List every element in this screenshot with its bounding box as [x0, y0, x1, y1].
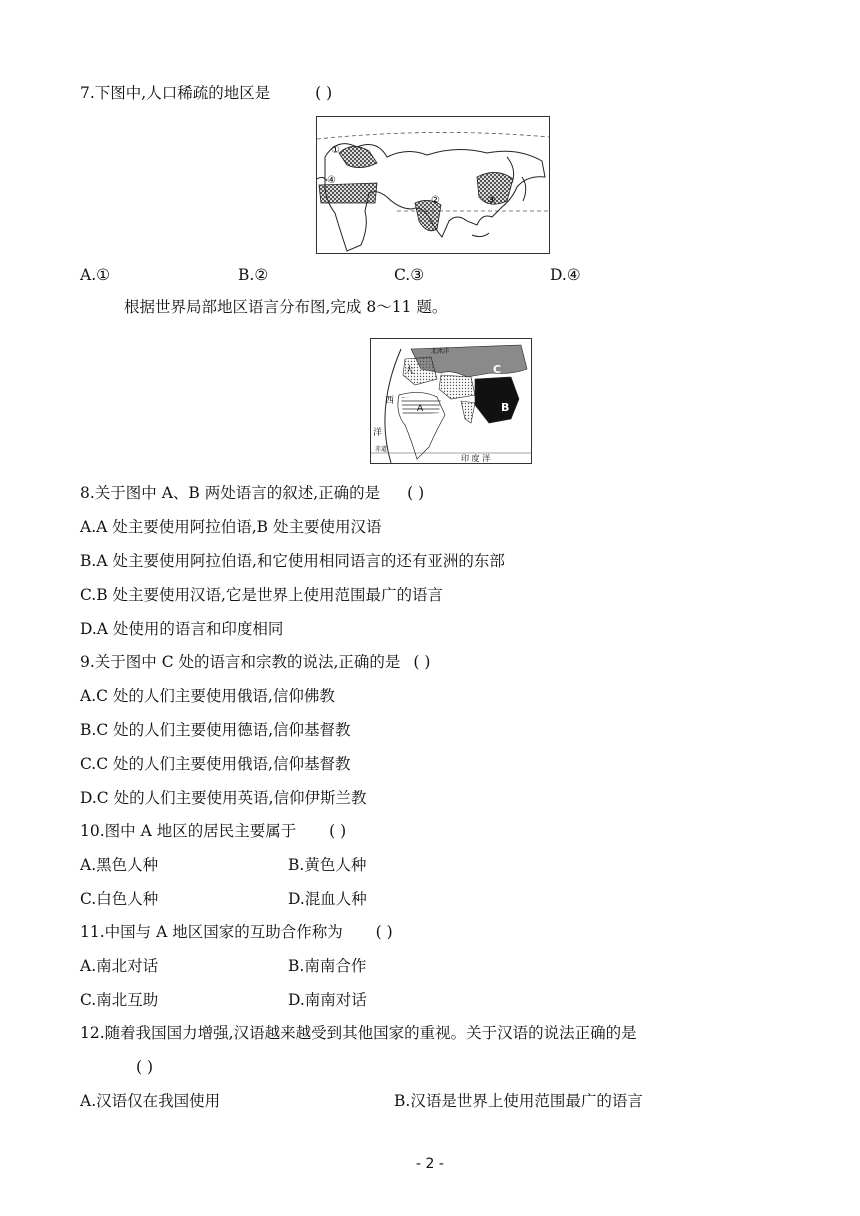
q11-option-d: D.南南对话: [288, 991, 367, 1009]
q8-option-c: C.B 处主要使用汉语,它是世界上使用范围最广的语言: [80, 586, 443, 604]
q7-stem: [80, 82, 332, 104]
label-region-a: A: [417, 404, 424, 414]
q11-stem-text: 11.中国与 A 地区国家的互助合作称为: [80, 923, 343, 941]
q9-stem: [80, 651, 430, 673]
q12-stem: 12.随着我国国力增强,汉语越来越受到其他国家的重视。关于汉语的说法正确的是: [80, 1024, 637, 1042]
q11-option-c: C.南北互助: [80, 991, 159, 1009]
label-region-c: C: [493, 363, 502, 376]
q10-option-a: A.黑色人种: [80, 856, 159, 874]
q8-stem: [80, 482, 424, 504]
q9-option-d: D.C 处的人们主要使用英语,信仰伊斯兰教: [80, 789, 367, 807]
q11-stem: [80, 921, 393, 943]
q9-option-b: B.C 处的人们主要使用德语,信仰基督教: [80, 721, 351, 739]
population-map: [316, 116, 550, 254]
page-number: - 2 -: [416, 1156, 444, 1172]
q10-option-c: C.白色人种: [80, 890, 159, 908]
label-indian-ocean: 印 度 洋: [461, 454, 491, 463]
intro-text: 根据世界局部地区语言分布图,完成 8～11 题。: [124, 298, 448, 316]
q9-option-a: A.C 处的人们主要使用俄语,信仰佛教: [80, 687, 335, 705]
q8-option-d: D.A 处使用的语言和印度相同: [80, 620, 284, 638]
q9-answer-paren: ( ): [413, 653, 431, 671]
q8-answer-paren: ( ): [407, 484, 425, 502]
language-map: [370, 338, 532, 464]
q12-option-a: A.汉语仅在我国使用: [80, 1092, 221, 1110]
q8-option-b: B.A 处主要使用阿拉伯语,和它使用相同语言的还有亚洲的东部: [80, 552, 505, 570]
q9-stem-text: 9.关于图中 C 处的语言和宗教的说法,正确的是: [80, 653, 401, 671]
q7-answer-paren: ( ): [315, 84, 333, 102]
q7-option-b: B.②: [238, 266, 269, 284]
marker-2: ②: [431, 195, 440, 206]
q10-stem: [80, 820, 346, 842]
label-equator: 赤道: [375, 446, 388, 453]
q7-option-a: A.①: [80, 266, 111, 284]
q7-option-c: C.③: [394, 266, 425, 284]
q11-answer-paren: ( ): [375, 923, 393, 941]
marker-4: ④: [327, 175, 336, 186]
language-map-graphic: [371, 339, 531, 463]
q10-answer-paren: ( ): [329, 822, 347, 840]
label-atlantic-1: 大: [405, 366, 415, 376]
marker-3: ③: [487, 195, 496, 206]
q8-stem-text: 8.关于图中 A、B 两处语言的叙述,正确的是: [80, 484, 381, 502]
q10-option-b: B.黄色人种: [288, 856, 367, 874]
q10-stem-text: 10.图中 A 地区的居民主要属于: [80, 822, 297, 840]
q7-option-d: D.④: [550, 266, 581, 284]
q9-option-c: C.C 处的人们主要使用俄语,信仰基督教: [80, 755, 351, 773]
q10-option-d: D.混血人种: [288, 890, 367, 908]
q11-option-b: B.南南合作: [288, 957, 367, 975]
population-map-graphic: [317, 117, 549, 253]
label-atlantic-2: 西: [385, 396, 395, 406]
marker-1: ①: [331, 145, 340, 156]
label-region-b: B: [501, 401, 510, 414]
q11-option-a: A.南北对话: [80, 957, 159, 975]
label-atlantic-3: 洋: [373, 428, 383, 438]
q7-stem-text: 7.下图中,人口稀疏的地区是: [80, 84, 271, 102]
q12-option-b: B.汉语是世界上使用范围最广的语言: [394, 1092, 643, 1110]
q8-option-a: A.A 处主要使用阿拉伯语,B 处主要使用汉语: [80, 518, 382, 536]
label-arctic-ocean: 北冰洋: [431, 348, 450, 355]
q12-answer-paren: ( ): [136, 1058, 154, 1076]
